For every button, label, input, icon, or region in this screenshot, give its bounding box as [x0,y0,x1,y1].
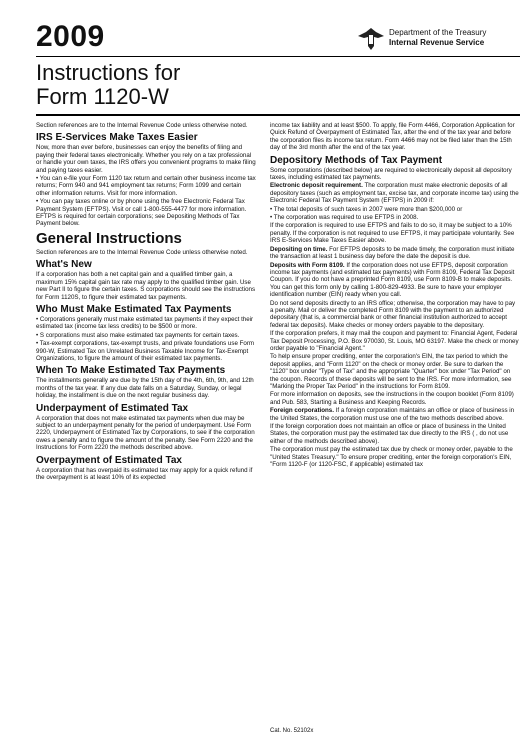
intro-text: Section references are to the Internal Revenue Code unless otherwise noted. [36,122,248,129]
underpayment-text: A corporation that does not make estimated tax payments when due may be subject to an underpayment penalty for the period of underpayment. Use Form 2220, Underpayment of Estimated Tax by Corporations, to see if the corporation owes a penalty and to figure the amount of the penalty. See Form 2220 and the Instructions for Form 2220 the methods described above. [36,414,255,452]
deposit-timely-para [270,246,520,261]
heading-underpayment: Underpayment of Estimated Tax [36,402,189,414]
title-rule [36,114,520,116]
header-rule [36,56,520,57]
deposit-timely-text: For EFTPS deposits to be made timely, the corporation must initiate the transaction at least 1 business day before the date the deposit is due. [270,245,515,261]
heading-who-must-pay: Who Must Make Estimated Tax Payments [36,303,232,315]
foreign-corp-label: Foreign corporations. [270,407,334,415]
heading-overpayment: Overpayment of Estimated Tax [36,454,182,466]
irs-eservices-text: Now, more than ever before, businesses can enjoy the benefits of filing and paying their federal taxes electronically. Whether you rely on a tax professional or handle your own taxes, the IRS offers you convenient programs to make filing and paying taxes easier. [36,144,256,174]
when-text: The installments generally are due by the 15th day of the 4th, 6th, 9th, and 12th months of the tax year. If any due date falls on a Saturday, Sunday, or legal holiday, the installment is due on the next regular business day. [36,377,254,400]
deposit-mail-text: If the corporation prefers, it may mail the coupon and payment to: Financial Agent, Federal Tax Deposit Processing, P.O. Box 970030, St. Louis, MO 63197. Make the check or money order payable to "Financial Agent." [270,330,519,352]
form-8109-label: Deposits with Form 8109. [270,261,345,269]
quick-refund-text: income tax liability and at least $500. To apply, file Form 4466, Corporation Application for Quick Refund of Overpayment of Estimated Tax, after the end of the tax year and before the corporation files its income tax return. Form 4466 may not be filed later than the 15th day of the 3rd month after the end of the tax year. [270,122,515,152]
deposit-timely-label: Depositing on time. [270,245,328,253]
foreign-corp-text: If a foreign corporation maintains an office or place of business in the United States, the corporation must use one of the two methods described above. [270,407,515,422]
deposit-bullet-2: • The corporation was required to use EFTPS in 2008. [270,214,520,221]
foreign-corp-text-2: If the foreign corporation does not maintain an office or place of business in the United States, the corporation must pay the estimated tax due directly to the IRS ( , do not use either of the methods described above). [270,423,509,445]
form-year: 2009 [36,20,105,53]
form-8109-para [270,262,520,299]
overpayment-text: A corporation that has overpaid its estimated tax may apply for a quick refund if the overpayment is at least 10% of its expected [36,466,253,481]
left-column [36,122,256,482]
deposit-info-text: For more information on deposits, see the instructions in the coupon booklet (Form 8109) and Pub. 583, Starting a Business and Keeping Records. [270,391,514,406]
foreign-corp-para [270,407,520,422]
who-bullet-1: • Corporations generally must make estimated tax payments if they expect their estimated tax (income tax less credits) to be $500 or more. [36,316,256,331]
catalog-number: Cat. No. 52102x [270,728,314,734]
agency-irs: Internal Revenue Service [389,38,485,47]
form-8109-text: If the corporation does not use EFTPS, deposit corporation income tax payments (and estimated tax payments) with Form 8109, Federal Tax Deposit Coupon. If you do not have a preprinted Form 8109, use Form 8109-B to make deposits. You can get this form only by calling 1-800-829-4933. Be sure to have your employer identification number (EIN) ready when you call. [270,261,515,299]
right-column [270,122,520,469]
depository-text: Some corporations (described below) are required to electronically deposit all depository taxes, including estimated tax payments. [270,166,512,182]
eftps-bullet: • You can pay taxes online or by phone using the free Electronic Federal Tax Payment System (EFTPS). Visit or call 1-800-555-4477 for more information. EFTPS is required for certain corporations; see Depositing Methods of Tax Payment below. [36,198,256,228]
deposit-credit-text: To help ensure proper crediting, enter the corporation's EIN, the tax period to which the deposit applies, and "Form 1120" on the check or money order. Be sure to darken the "1120" box under "Type of Tax" and the appropriate "Quarter" box under "Tax Period" on the coupon. Records of these deposits will be sent to the IRS. For more information, see "Marking the Proper Tax Period" in the instructions for Form 8109. [270,353,512,390]
title-line-2: Form 1120-W [36,84,169,109]
heading-general-instructions: General Instructions [36,229,182,247]
electronic-deposit-para [270,182,520,204]
general-text: Section references are to the Internal Revenue Code unless otherwise noted. [36,248,248,256]
heading-whats-new: What's New [36,259,92,271]
electronic-deposit-text: The corporation must make electronic deposits of all depository taxes (such as employment tax, excise tax, and corporate income tax) using the Electronic Federal Tax Payment System (EFTPS) in 2009 if: [270,182,519,205]
deposit-bullet-1: • The total deposits of such taxes in 2007 were more than $200,000 or [270,206,520,213]
agency-department: Department of the Treasury [389,28,487,37]
heading-depository-methods: Depository Methods of Tax Payment [270,154,443,166]
heading-irs-eservices: IRS E-Services Make Taxes Easier [36,132,198,144]
whats-new-text: If a corporation has both a net capital gain and a qualified timber gain, a maximum 15% capital gain tax rate may apply to the qualified timber gain. Use new Part II to figure the certain taxes. S corporations should see the instructions for Form 1120S, to figure their estimated tax payments. [36,271,256,301]
heading-when-to-pay: When To Make Estimated Tax Payments [36,365,226,377]
electronic-deposit-label: Electronic deposit requirement. [270,182,363,190]
who-bullet-2: • S corporations must also make estimated tax payments for certain taxes. [36,332,256,339]
title-line-1: Instructions for [36,60,181,85]
eftps-penalty-text: If the corporation is required to use EFTPS and fails to do so, it may be subject to a 10% penalty. If the corporation is not required to use EFTPS, it may participate voluntarily. See IRS E-Services Make Taxes Easier above. [270,222,515,245]
irs-eagle-logo-icon [356,26,386,52]
deposit-irs-text: Do not send deposits directly to an IRS office; otherwise, the corporation may have to pay a penalty. Mail or deliver the completed Form 8109 with the payment to an authorized depositary (that is, a commercial bank or other financial institution authorized to accept federal tax deposits). Make checks or money orders payable to the depositary. [270,299,516,329]
foreign-corp-text-3: The corporation must pay the estimated tax due by check or money order, payable to the "United States Treasury." To ensure proper crediting, enter the foreign corporation's EIN, "Form 1120-F (or 1120-FSC, if applicable) estimated tax [270,446,513,469]
efile-bullet: • You can e-file your Form 1120 tax return and certain other business income tax returns; Form 940 and 941 employment tax returns; Form 1099 and certain other information returns. Visit for more information. [36,175,256,197]
who-bullet-3: • Tax-exempt corporations, tax-exempt trusts, and private foundations use Form 990-W, Estimated Tax on Unrelated Business Taxable Income for Tax-Exempt Organizations, to figure the amount of their estimated tax payments. [36,340,256,362]
